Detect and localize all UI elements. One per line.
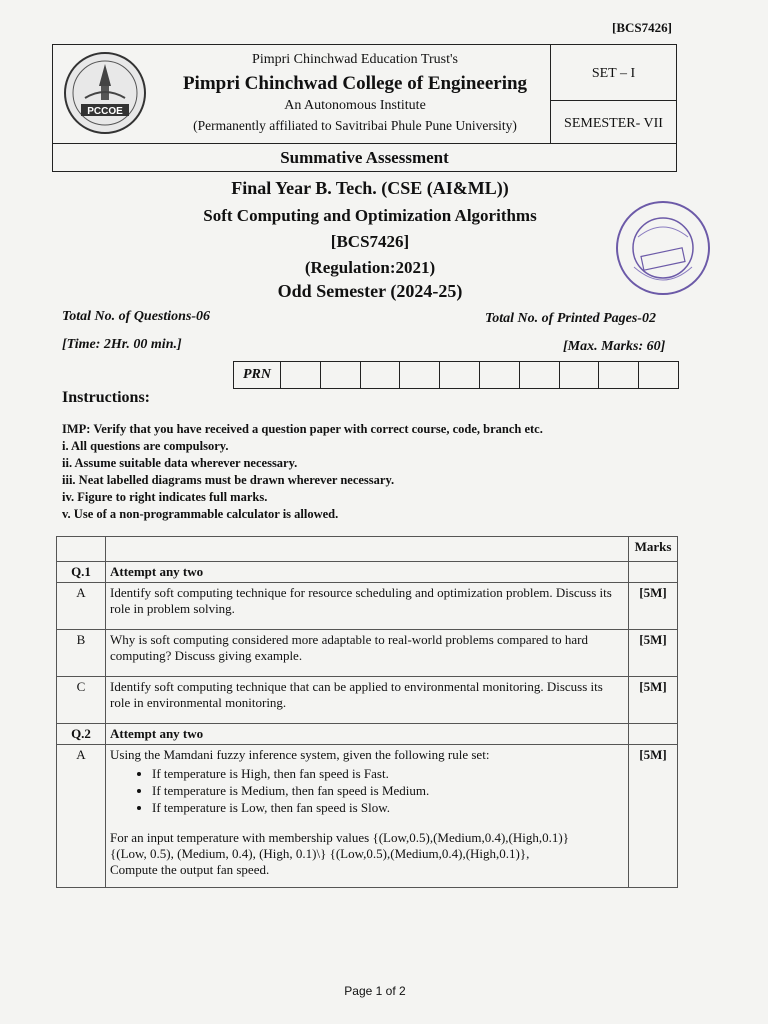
prn-box — [233, 361, 679, 389]
prn-label: PRN — [234, 362, 281, 388]
question-text: Identify soft computing technique that can be applied to environmental monitoring. Discuss its role in environmental monitoring. — [106, 677, 629, 724]
question-line: Compute the output fan speed. — [110, 862, 270, 877]
question-text: Why is soft computing considered more adaptable to real-world problems compared to hard computing? Discuss giving example. — [106, 630, 629, 677]
total-pages: Total No. of Printed Pages-02 — [485, 311, 656, 326]
prn-cell[interactable] — [400, 362, 440, 388]
college-logo-icon — [55, 48, 155, 138]
semester-label: SEMESTER- VII — [564, 116, 663, 131]
sub-question-label: B — [57, 630, 106, 677]
header-divider — [550, 100, 677, 101]
prn-cell[interactable] — [321, 362, 361, 388]
subject-title: Soft Computing and Optimization Algorithms — [203, 206, 537, 225]
table-row — [57, 562, 678, 583]
autonomous-label: An Autonomous Institute — [284, 98, 426, 113]
section-title: Attempt any two — [106, 562, 629, 583]
prn-cell[interactable] — [361, 362, 401, 388]
course-code-top: [BCS7426] — [612, 20, 672, 35]
header-divider — [52, 143, 677, 144]
table-row — [57, 745, 678, 888]
table-row — [57, 724, 678, 745]
library-stamp-icon — [612, 197, 714, 299]
questions-table — [56, 536, 678, 888]
question-number: Q.2 — [57, 724, 106, 745]
question-intro: Using the Mamdani fuzzy inference system, given the following rule set: — [110, 747, 490, 762]
list-item: • If temperature is High, then fan speed is Fast. — [152, 765, 624, 782]
instruction-item: i. All questions are compulsory. — [62, 439, 229, 453]
question-text: Identify soft computing technique for resource scheduling and optimization problem. Discuss its role in problem solving. — [106, 583, 629, 630]
table-row — [57, 583, 678, 630]
marks-header: Marks — [629, 537, 678, 562]
college-name: Pimpri Chinchwad College of Engineering — [182, 73, 528, 94]
semester-term: Odd Semester (2024-25) — [277, 281, 463, 301]
max-marks: [Max. Marks: 60] — [563, 339, 666, 354]
question-marks: [5M] — [629, 745, 678, 888]
question-marks: [5M] — [629, 583, 678, 630]
svg-text:PCCOE: PCCOE — [87, 106, 123, 117]
table-row — [57, 630, 678, 677]
list-item: • If temperature is Medium, then fan speed is Medium. — [152, 782, 624, 799]
page-number: Page 1 of 2 — [344, 984, 406, 998]
instruction-item: ii. Assume suitable data wherever necessary. — [62, 456, 298, 470]
instruction-item: iv. Figure to right indicates full marks. — [62, 490, 268, 504]
sub-question-label: C — [57, 677, 106, 724]
question-line: For an input temperature with membership values {(Low,0.5),(Medium,0.4),(High,0.1)} — [110, 830, 569, 845]
trust-name: Pimpri Chinchwad Education Trust's — [252, 52, 458, 67]
section-title: Attempt any two — [106, 724, 629, 745]
assessment-title: Summative Assessment — [280, 148, 449, 167]
list-item: • If temperature is Low, then fan speed is Slow. — [152, 799, 624, 816]
prn-cell[interactable] — [440, 362, 480, 388]
prn-cell[interactable] — [520, 362, 560, 388]
instruction-item: v. Use of a non-programmable calculator is allowed. — [62, 507, 339, 521]
question-line: {(Low, 0.5), (Medium, 0.4), (High, 0.1)\} {(Low,0.5),(Medium,0.4),(High,0.1)}, — [110, 846, 530, 861]
affiliation: (Permanently affiliated to Savitribai Phule Pune University) — [193, 118, 517, 133]
program-line: Final Year B. Tech. (CSE (AI&ML)) — [231, 178, 509, 198]
exam-time: [Time: 2Hr. 00 min.] — [62, 337, 182, 352]
question-text — [106, 745, 629, 888]
question-marks: [5M] — [629, 677, 678, 724]
prn-cell[interactable] — [639, 362, 678, 388]
prn-cell[interactable] — [599, 362, 639, 388]
instruction-item: iii. Neat labelled diagrams must be drawn wherever necessary. — [62, 473, 395, 487]
prn-cell[interactable] — [480, 362, 520, 388]
table-row — [57, 677, 678, 724]
prn-cell[interactable] — [281, 362, 321, 388]
total-questions: Total No. of Questions-06 — [62, 309, 211, 324]
instruction-item: IMP: Verify that you have received a question paper with correct course, code, branch etc. — [62, 422, 543, 436]
rule-list — [110, 765, 624, 816]
question-marks: [5M] — [629, 630, 678, 677]
table-header-row — [57, 537, 678, 562]
instructions-heading: Instructions: — [62, 389, 151, 406]
sub-question-label: A — [57, 583, 106, 630]
sub-question-label: A — [57, 745, 106, 888]
prn-cell[interactable] — [560, 362, 600, 388]
regulation: (Regulation:2021) — [304, 258, 436, 277]
subject-code: [BCS7426] — [330, 232, 410, 251]
set-label: SET – I — [591, 66, 636, 81]
question-number: Q.1 — [57, 562, 106, 583]
